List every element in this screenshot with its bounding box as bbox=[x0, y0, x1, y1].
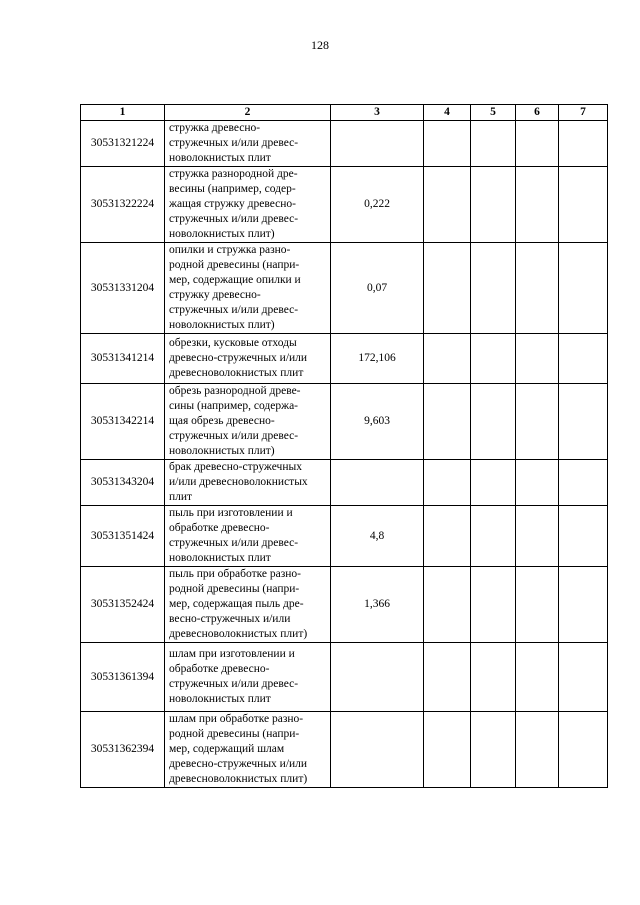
waste-description-cell bbox=[165, 334, 331, 384]
description-line: стружка древесно- bbox=[169, 122, 261, 134]
column-5-cell bbox=[471, 384, 516, 460]
description-line: шлам при изготовлении и bbox=[169, 648, 295, 660]
waste-description-cell bbox=[165, 384, 331, 460]
column-4-cell bbox=[424, 712, 471, 788]
column-5-cell bbox=[471, 121, 516, 167]
column-7-cell bbox=[559, 643, 608, 712]
column-6-cell bbox=[516, 384, 559, 460]
waste-code-cell: 30531343204 bbox=[81, 460, 165, 506]
table-row bbox=[81, 384, 608, 460]
waste-description-cell bbox=[165, 243, 331, 334]
description-line: древесноволокнистых плит) bbox=[169, 773, 308, 785]
description-line: обработке древесно- bbox=[169, 663, 270, 675]
description-line: стружечных и/или древес- bbox=[169, 537, 299, 549]
waste-table bbox=[80, 104, 608, 788]
description-line: опилки и стружка разно- bbox=[169, 244, 291, 256]
description-line: древесно-стружечных и/или bbox=[169, 352, 308, 364]
waste-description-cell bbox=[165, 460, 331, 506]
column-3-cell: 0,07 bbox=[331, 243, 424, 334]
description-line: стружку древесно- bbox=[169, 289, 261, 301]
page-number: 128 bbox=[311, 38, 329, 52]
description-line: новолокнистых плит bbox=[169, 552, 271, 564]
column-6-cell bbox=[516, 567, 559, 643]
column-header-5: 5 bbox=[471, 105, 516, 121]
column-6-cell bbox=[516, 334, 559, 384]
description-line: обработке древесно- bbox=[169, 522, 270, 534]
column-7-cell bbox=[559, 334, 608, 384]
description-line: обрезки, кусковые отходы bbox=[169, 337, 297, 349]
table-row bbox=[81, 167, 608, 243]
description-line: родной древесины (напри- bbox=[169, 728, 300, 740]
waste-description-cell bbox=[165, 506, 331, 567]
column-header-7: 7 bbox=[559, 105, 608, 121]
column-7-cell bbox=[559, 243, 608, 334]
waste-description-cell bbox=[165, 167, 331, 243]
description-line: обрезь разнородной древе- bbox=[169, 385, 301, 397]
column-3-cell: 0,222 bbox=[331, 167, 424, 243]
column-header-3: 3 bbox=[331, 105, 424, 121]
column-7-cell bbox=[559, 121, 608, 167]
description-line: новолокнистых плит) bbox=[169, 445, 275, 457]
column-7-cell bbox=[559, 567, 608, 643]
description-line: плит bbox=[169, 491, 193, 503]
table-row bbox=[81, 243, 608, 334]
table-row bbox=[81, 712, 608, 788]
waste-code-cell: 30531361394 bbox=[81, 643, 165, 712]
column-6-cell bbox=[516, 506, 559, 567]
table-body bbox=[81, 121, 608, 788]
column-header-4: 4 bbox=[424, 105, 471, 121]
column-5-cell bbox=[471, 460, 516, 506]
description-line: жащая стружку древесно- bbox=[169, 198, 296, 210]
column-6-cell bbox=[516, 243, 559, 334]
table-row bbox=[81, 334, 608, 384]
column-3-cell: 172,106 bbox=[331, 334, 424, 384]
column-4-cell bbox=[424, 567, 471, 643]
table-row bbox=[81, 567, 608, 643]
column-4-cell bbox=[424, 460, 471, 506]
description-line: новолокнистых плит) bbox=[169, 228, 275, 240]
description-line: стружечных и/или древес- bbox=[169, 430, 299, 442]
column-3-cell: 4,8 bbox=[331, 506, 424, 567]
column-5-cell bbox=[471, 712, 516, 788]
description-line: родной древесины (напри- bbox=[169, 583, 300, 595]
column-5-cell bbox=[471, 506, 516, 567]
column-3-cell: 9,603 bbox=[331, 384, 424, 460]
table-row bbox=[81, 460, 608, 506]
description-line: весно-стружечных и/или bbox=[169, 613, 291, 625]
description-line: пыль при обработке разно- bbox=[169, 568, 302, 580]
description-line: шлам при обработке разно- bbox=[169, 713, 304, 725]
waste-description-cell bbox=[165, 567, 331, 643]
column-5-cell bbox=[471, 643, 516, 712]
column-4-cell bbox=[424, 334, 471, 384]
column-7-cell bbox=[559, 506, 608, 567]
column-4-cell bbox=[424, 384, 471, 460]
waste-description-cell bbox=[165, 121, 331, 167]
column-4-cell bbox=[424, 167, 471, 243]
description-line: мер, содержащие опилки и bbox=[169, 274, 301, 286]
waste-code-cell: 30531342214 bbox=[81, 384, 165, 460]
column-3-cell bbox=[331, 712, 424, 788]
column-header-2: 2 bbox=[165, 105, 331, 121]
description-line: щая обрезь древесно- bbox=[169, 415, 275, 427]
table-header-row bbox=[81, 105, 608, 121]
column-4-cell bbox=[424, 243, 471, 334]
column-3-cell bbox=[331, 460, 424, 506]
description-line: древесноволокнистых плит) bbox=[169, 628, 308, 640]
column-6-cell bbox=[516, 167, 559, 243]
description-line: весины (например, содер- bbox=[169, 183, 296, 195]
description-line: древесноволокнистых плит bbox=[169, 367, 304, 379]
column-header-1: 1 bbox=[81, 105, 165, 121]
column-7-cell bbox=[559, 167, 608, 243]
column-4-cell bbox=[424, 643, 471, 712]
waste-code-cell: 30531362394 bbox=[81, 712, 165, 788]
column-4-cell bbox=[424, 121, 471, 167]
description-line: стружечных и/или древес- bbox=[169, 137, 299, 149]
description-line: мер, содержащая пыль дре- bbox=[169, 598, 304, 610]
description-line: и/или древесноволокнистых bbox=[169, 476, 308, 488]
waste-code-cell: 30531352424 bbox=[81, 567, 165, 643]
waste-description-cell bbox=[165, 712, 331, 788]
column-5-cell bbox=[471, 567, 516, 643]
column-4-cell bbox=[424, 506, 471, 567]
column-3-cell: 1,366 bbox=[331, 567, 424, 643]
description-line: древесно-стружечных и/или bbox=[169, 758, 308, 770]
column-6-cell bbox=[516, 121, 559, 167]
waste-code-cell: 30531322224 bbox=[81, 167, 165, 243]
table-row bbox=[81, 121, 608, 167]
column-6-cell bbox=[516, 460, 559, 506]
description-line: мер, содержащий шлам bbox=[169, 743, 285, 755]
waste-description-cell bbox=[165, 643, 331, 712]
column-3-cell bbox=[331, 643, 424, 712]
description-line: стружечных и/или древес- bbox=[169, 678, 299, 690]
column-6-cell bbox=[516, 643, 559, 712]
waste-code-cell: 30531341214 bbox=[81, 334, 165, 384]
column-7-cell bbox=[559, 712, 608, 788]
column-5-cell bbox=[471, 334, 516, 384]
description-line: стружечных и/или древес- bbox=[169, 304, 299, 316]
column-7-cell bbox=[559, 460, 608, 506]
description-line: новолокнистых плит bbox=[169, 152, 271, 164]
description-line: новолокнистых плит) bbox=[169, 319, 275, 331]
column-7-cell bbox=[559, 384, 608, 460]
waste-code-cell: 30531331204 bbox=[81, 243, 165, 334]
column-5-cell bbox=[471, 167, 516, 243]
column-5-cell bbox=[471, 243, 516, 334]
description-line: новолокнистых плит bbox=[169, 693, 271, 705]
description-line: пыль при изготовлении и bbox=[169, 507, 293, 519]
description-line: сины (например, содержа- bbox=[169, 400, 298, 412]
table-row bbox=[81, 643, 608, 712]
column-6-cell bbox=[516, 712, 559, 788]
description-line: родной древесины (напри- bbox=[169, 259, 300, 271]
table-row bbox=[81, 506, 608, 567]
column-3-cell bbox=[331, 121, 424, 167]
waste-code-cell: 30531351424 bbox=[81, 506, 165, 567]
description-line: брак древесно-стружечных bbox=[169, 461, 302, 473]
column-header-6: 6 bbox=[516, 105, 559, 121]
description-line: стружечных и/или древес- bbox=[169, 213, 299, 225]
description-line: стружка разнородной дре- bbox=[169, 168, 298, 180]
waste-code-cell: 30531321224 bbox=[81, 121, 165, 167]
